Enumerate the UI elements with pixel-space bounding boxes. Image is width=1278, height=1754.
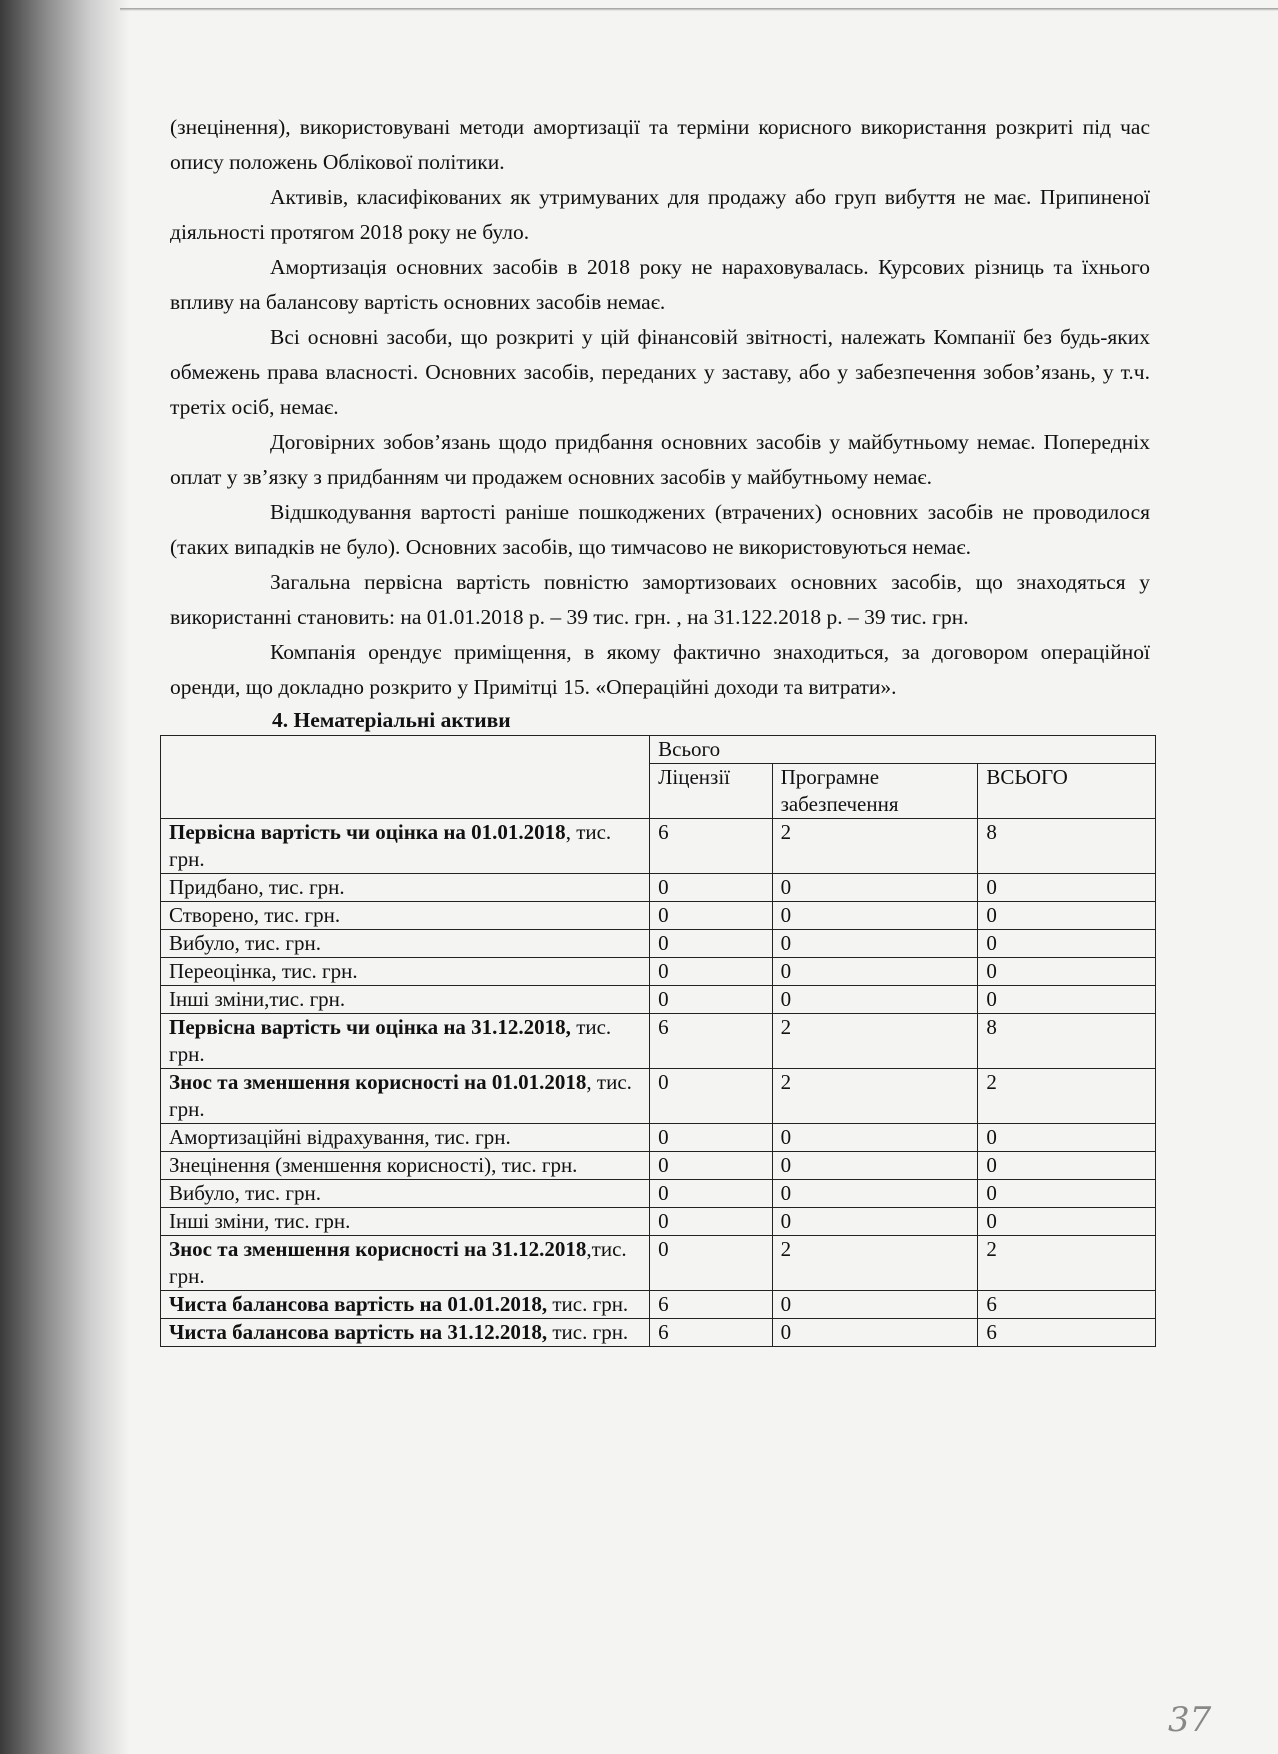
row-label-text: ,тис. грн. <box>169 1237 627 1288</box>
cell-licenses: 0 <box>650 958 772 986</box>
table-row <box>161 1180 1156 1208</box>
page-top-edge <box>120 8 1278 11</box>
cell-software: 2 <box>772 1014 978 1069</box>
cell-licenses: 0 <box>650 902 772 930</box>
cell-licenses: 6 <box>650 1319 772 1347</box>
row-label <box>161 1236 650 1291</box>
cell-licenses: 6 <box>650 1291 772 1319</box>
row-label-text: Вибуло, тис. грн. <box>169 1181 322 1205</box>
page-number: 37 <box>1168 1700 1212 1740</box>
row-label <box>161 874 650 902</box>
row-label <box>161 902 650 930</box>
cell-software: 0 <box>772 1319 978 1347</box>
table-group-header: Всього <box>650 736 1156 764</box>
row-label <box>161 1208 650 1236</box>
paragraph: Компанія орендує приміщення, в якому фактично знаходиться, за договором операційної оренди, що докладно розкрито у Примітці 15. «Операційні доходи та витрати». <box>170 640 1150 699</box>
paragraph: Загальна первісна вартість повністю замортизоваих основних засобів, що знаходяться у використанні становить: на 01.01.2018 р. – 39 тис. грн. , на 31.122.2018 р. – 39 тис. грн. <box>170 570 1150 629</box>
cell-licenses: 6 <box>650 819 772 874</box>
cell-total: 0 <box>978 958 1156 986</box>
cell-total: 0 <box>978 874 1156 902</box>
cell-total: 0 <box>978 1152 1156 1180</box>
cell-software: 0 <box>772 1208 978 1236</box>
column-header-total: ВСЬОГО <box>978 764 1156 819</box>
cell-total: 0 <box>978 902 1156 930</box>
table-row <box>161 819 1156 874</box>
paragraph: Активів, класифікованих як утримуваних для продажу або груп вибуття не має. Припиненої діяльності протягом 2018 року не було. <box>170 185 1150 244</box>
row-label-text: Переоцінка, тис. грн. <box>169 959 358 983</box>
cell-software: 0 <box>772 874 978 902</box>
row-label <box>161 1319 650 1347</box>
cell-total: 8 <box>978 1014 1156 1069</box>
row-label-bold: Первісна вартість чи оцінка на 31.12.2018, <box>169 1015 571 1039</box>
table-row <box>161 1319 1156 1347</box>
cell-software: 0 <box>772 958 978 986</box>
cell-licenses: 6 <box>650 1014 772 1069</box>
row-label <box>161 1014 650 1069</box>
table-row <box>161 1236 1156 1291</box>
row-label <box>161 1124 650 1152</box>
row-label-text: Створено, тис. грн. <box>169 903 341 927</box>
cell-licenses: 0 <box>650 1152 772 1180</box>
row-label <box>161 1180 650 1208</box>
row-label <box>161 1069 650 1124</box>
table-row <box>161 1014 1156 1069</box>
row-label-text: Придбано, тис. грн. <box>169 875 345 899</box>
cell-software: 2 <box>772 819 978 874</box>
cell-software: 0 <box>772 1152 978 1180</box>
cell-software: 0 <box>772 986 978 1014</box>
cell-total: 6 <box>978 1319 1156 1347</box>
cell-software: 2 <box>772 1069 978 1124</box>
paragraph: Амортизація основних засобів в 2018 року не нараховувалась. Курсових різниць та їхнього впливу на балансову вартість основних засобів немає. <box>170 255 1150 314</box>
row-label-bold: Первісна вартість чи оцінка на 01.01.2018 <box>169 820 566 844</box>
row-label-text: Інші зміни, тис. грн. <box>169 1209 351 1233</box>
paragraph: (знецінення), використовувані методи амортизації та терміни корисного використання розкриті під час опису положень Облікової політики. <box>170 115 1150 174</box>
paragraph: Відшкодування вартості раніше пошкоджених (втрачених) основних засобів не проводилося (таких випадків не було). Основних засобів, що тимчасово не використовуються немає. <box>170 500 1150 559</box>
table-row <box>161 930 1156 958</box>
row-label-text: , тис. грн. <box>169 820 612 871</box>
row-label-text: тис. грн. <box>169 1015 612 1066</box>
cell-software: 0 <box>772 1124 978 1152</box>
cell-licenses: 0 <box>650 1069 772 1124</box>
table-row <box>161 902 1156 930</box>
cell-total: 0 <box>978 930 1156 958</box>
cell-licenses: 0 <box>650 874 772 902</box>
table-row <box>161 986 1156 1014</box>
row-label-bold: Знос та зменшення корисності на 01.01.2018 <box>169 1070 587 1094</box>
row-label-bold: Чиста балансова вартість на 01.01.2018, <box>169 1292 548 1316</box>
row-label-text: Амортизаційні відрахування, тис. грн. <box>169 1125 511 1149</box>
cell-total: 0 <box>978 1124 1156 1152</box>
row-label-text: , тис. грн. <box>169 1070 632 1121</box>
paragraph: Договірних зобов’язань щодо придбання основних засобів у майбутньому немає. Попередніх оплат у зв’язку з придбанням чи продажем основних засобів у майбутньому немає. <box>170 430 1150 489</box>
row-label-text: тис. грн. <box>547 1292 629 1316</box>
row-label <box>161 930 650 958</box>
table-row <box>161 1208 1156 1236</box>
table-row <box>161 874 1156 902</box>
cell-software: 0 <box>772 1291 978 1319</box>
table-row <box>161 1124 1156 1152</box>
row-label-text: Вибуло, тис. грн. <box>169 931 322 955</box>
cell-software: 0 <box>772 930 978 958</box>
table-row <box>161 958 1156 986</box>
row-label-text: тис. грн. <box>547 1320 629 1344</box>
cell-total: 0 <box>978 1180 1156 1208</box>
table-row <box>161 1291 1156 1319</box>
table-row <box>161 1152 1156 1180</box>
cell-licenses: 0 <box>650 986 772 1014</box>
cell-total: 2 <box>978 1236 1156 1291</box>
row-label <box>161 958 650 986</box>
row-label-bold: Знос та зменшення корисності на 31.12.2018 <box>169 1237 587 1261</box>
cell-licenses: 0 <box>650 1236 772 1291</box>
paragraph: Всі основні засоби, що розкриті у цій фінансовій звітності, належать Компанії без будь-яких обмежень права власності. Основних засобів, переданих у заставу, або у забезпечення зобов’язань, у т.ч. третіх осіб, немає. <box>170 325 1150 419</box>
cell-software: 0 <box>772 902 978 930</box>
row-label <box>161 819 650 874</box>
cell-licenses: 0 <box>650 1124 772 1152</box>
row-label-text: Знецінення (зменшення корисності), тис. грн. <box>169 1153 578 1177</box>
cell-total: 6 <box>978 1291 1156 1319</box>
cell-total: 2 <box>978 1069 1156 1124</box>
cell-total: 0 <box>978 1208 1156 1236</box>
row-label-bold: Чиста балансова вартість на 31.12.2018, <box>169 1320 548 1344</box>
binding-shadow <box>0 0 130 1754</box>
cell-total: 0 <box>978 986 1156 1014</box>
table-group-header-row <box>161 736 1156 764</box>
cell-licenses: 0 <box>650 1208 772 1236</box>
table-corner-cell <box>161 736 650 819</box>
row-label-text: Інші зміни,тис. грн. <box>169 987 346 1011</box>
cell-licenses: 0 <box>650 930 772 958</box>
column-header-software: Програмне забезпечення <box>772 764 978 819</box>
cell-total: 8 <box>978 819 1156 874</box>
body-text <box>170 110 1150 705</box>
row-label <box>161 986 650 1014</box>
cell-software: 2 <box>772 1236 978 1291</box>
row-label <box>161 1291 650 1319</box>
cell-software: 0 <box>772 1180 978 1208</box>
intangible-assets-table <box>160 735 1156 1347</box>
column-header-licenses: Ліцензії <box>650 764 772 819</box>
cell-licenses: 0 <box>650 1180 772 1208</box>
table-row <box>161 1069 1156 1124</box>
section-heading: 4. Нематеріальні активи <box>272 708 511 732</box>
document-page <box>170 110 1150 1347</box>
row-label <box>161 1152 650 1180</box>
